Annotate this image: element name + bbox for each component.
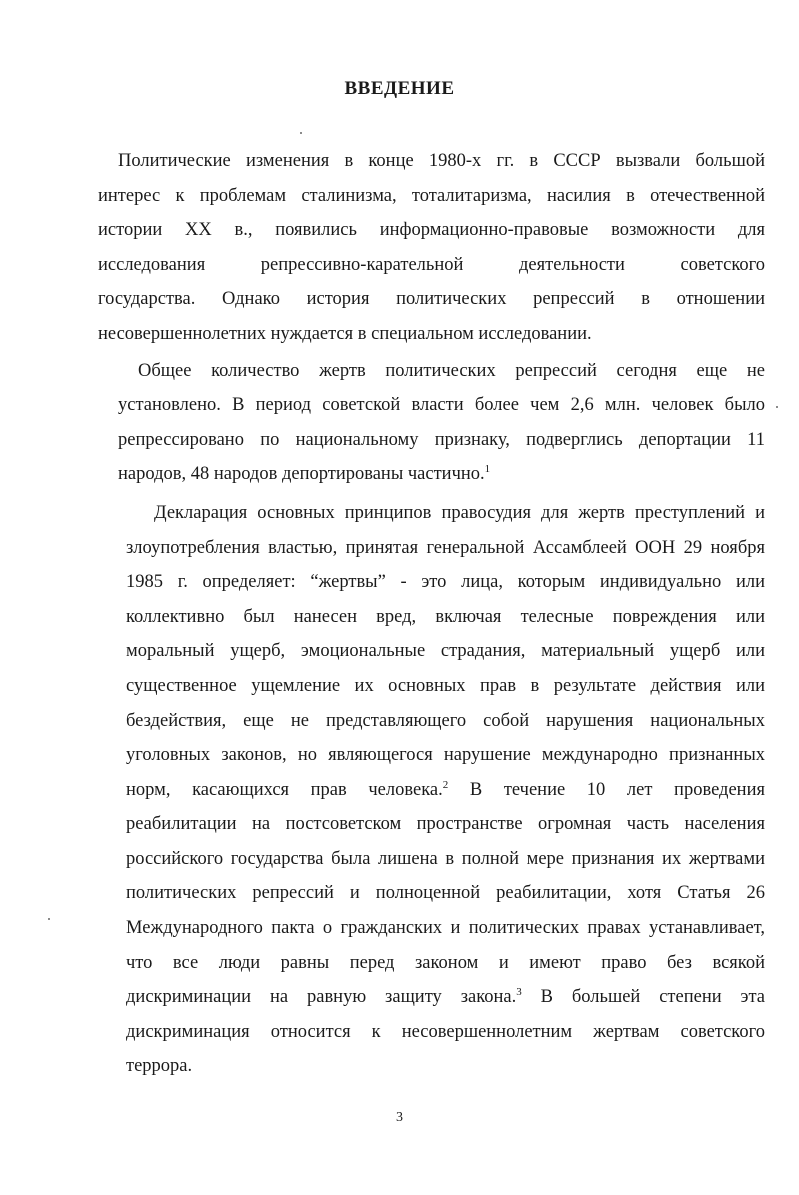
text-line: моральный ущерб, эмоциональные страдания, материальный ущерб или	[126, 641, 765, 662]
page-title: ВВЕДЕНИЕ	[344, 78, 455, 99]
page-number: 3	[396, 1110, 403, 1125]
scan-speck	[776, 406, 778, 408]
text-line: реабилитации на постсоветском пространстве огромная часть населения	[126, 814, 765, 835]
text-fragment: В течение 10 лет проведения	[448, 779, 765, 800]
scan-speck	[48, 918, 50, 920]
text-line: злоупотребления властью, принятая генеральной Ассамблеей ООН 29 ноября	[126, 537, 765, 558]
text-line: исследования репрессивно-карательной деятельности советского	[98, 254, 765, 275]
text-line: российского государства была лишена в полной мере признания их жертвами	[126, 848, 765, 869]
paragraph-3	[98, 496, 765, 1084]
text-line: что все люди равны перед законом и имеют право без всякой	[126, 952, 765, 973]
text-line: истории XX в., появились информационно-правовые возможности для	[98, 220, 765, 241]
text-line: Общее количество жертв политических репрессий сегодня еще не	[138, 360, 765, 381]
text-line: 1985 г. определяет: “жертвы” - это лица, которым индивидуально или	[126, 572, 765, 593]
scan-speck	[300, 132, 302, 134]
text-line: дискриминация относится к несовершеннолетним жертвам советского	[126, 1021, 765, 1042]
text-line: бездействия, еще не представляющего собой нарушения национальных	[126, 710, 765, 731]
text-line: террора.	[126, 1056, 193, 1077]
text-line: коллективно был нанесен вред, включая телесные повреждения или	[126, 606, 765, 627]
text-line: государства. Однако история политических репрессий в отношении	[98, 289, 765, 310]
text-line: уголовных законов, но являющегося нарушение международно признанных	[126, 745, 765, 766]
footnote-marker: 2	[442, 778, 449, 791]
text-line: существенное ущемление их основных прав в результате действия или	[126, 675, 765, 696]
text-line: интерес к проблемам сталинизма, тоталитаризма, насилия в отечественной	[98, 185, 765, 206]
text-line-with-footnote	[98, 980, 765, 1015]
text-fragment: народов, 48 народов депортированы частично.	[118, 464, 485, 485]
text-line: Международного пакта о гражданских и политических правах устанавливает,	[126, 918, 765, 939]
text-line: Политические изменения в конце 1980-х гг. в СССР вызвали большой	[118, 151, 765, 171]
footnote-marker: 3	[516, 986, 522, 999]
text-line-with-footnote	[98, 773, 765, 808]
text-line: политических репрессий и полноценной реабилитации, хотя Статья 26	[126, 883, 765, 904]
text-line: несовершеннолетних нуждается в специальном исследовании.	[98, 323, 592, 344]
text-fragment: дискриминации на равную защиту закона.	[126, 987, 517, 1008]
text-fragment: В большей степени эта	[521, 987, 765, 1008]
footnote-marker: 1	[484, 463, 491, 476]
text-line-with-footnote	[98, 457, 765, 492]
text-fragment: норм, касающихся прав человека.	[126, 779, 443, 800]
paragraph-2	[98, 354, 765, 492]
text-line: установлено. В период советской власти более чем 2,6 млн. человек было	[118, 395, 765, 416]
paragraph-1	[98, 144, 765, 352]
text-line: репрессировано по национальному признаку, подверглись депортации 11	[118, 429, 765, 450]
text-line: Декларация основных принципов правосудия для жертв преступлений и	[154, 502, 765, 523]
document-body	[98, 144, 765, 1084]
